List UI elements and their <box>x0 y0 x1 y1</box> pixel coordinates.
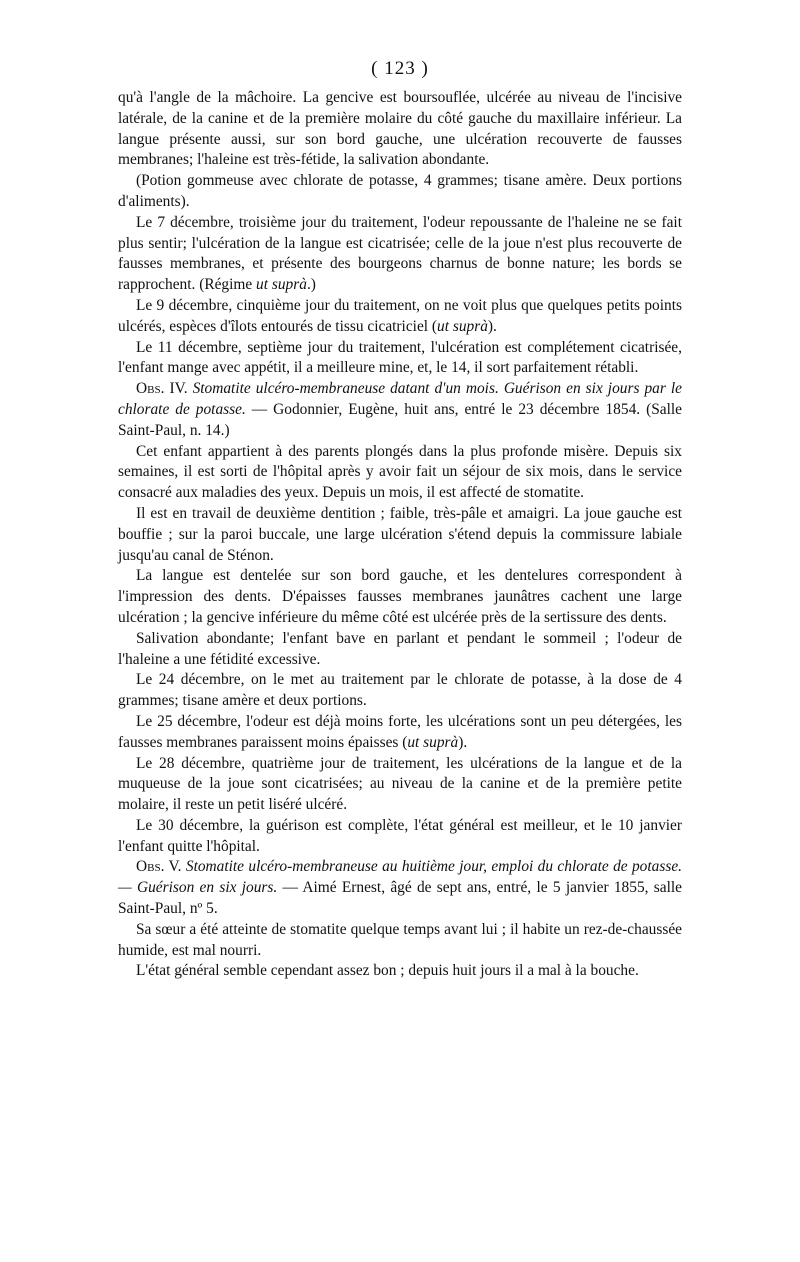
paragraph-dec-25: Le 25 décembre, l'odeur est déjà moins forte, les ulcérations sont un peu détergées, les fausses membranes paraissent moins épaisses (ut suprà). <box>118 712 682 751</box>
paragraph-dec-9: Le 9 décembre, cinquième jour du traitement, on ne voit plus que quelques petits points ulcérés, espèces d'îlots entourés de tissu cicatriciel (ut suprà). <box>118 296 682 335</box>
observation-5-heading: Obs. V. Stomatite ulcéro-membraneuse au huitième jour, emploi du chlorate de potasse.— Guérison en six jours. — Aimé Ernest, âgé de sept ans, entré, le 5 janvier 1855, salle Saint-Paul, nº 5. <box>118 858 682 918</box>
paragraph-dec-11: Le 11 décembre, septième jour du traitement, l'ulcération est complétement cicatrisée, l'enfant mange avec appétit, il a meilleure mine, et, le 14, il sort parfaitement rétabli. <box>118 338 682 377</box>
paragraph-family-history: Cet enfant appartient à des parents plongés dans la plus profonde misère. Depuis six semaines, il est sorti de l'hôpital après y avoir fait un séjour de six mois, dans le service consacré aux maladies des yeux. Depuis un mois, il est affecté de stomatite. <box>118 442 682 502</box>
paragraph-jaw-ulceration: qu'à l'angle de la mâchoire. La gencive est boursouflée, ulcérée au niveau de l'incisive latérale, de la canine et de la première molaire du côté gauche du maxillaire inférieur. La langue présente aussi, sur son bord gauche, une ulcération recouverte de fausses membranes; l'haleine est très-fétide, la salivation abondante. <box>118 89 682 169</box>
paragraph-salivation: Salivation abondante; l'enfant bave en parlant et pendant le sommeil ; l'odeur de l'haleine a une fétidité excessive. <box>118 629 682 668</box>
paragraph-dec-24: Le 24 décembre, on le met au traitement par le chlorate de potasse, à la dose de 4 grammes; tisane amère et deux portions. <box>118 671 682 710</box>
paragraph-dentition: Il est en travail de deuxième dentition ; faible, très-pâle et amaigri. La joue gauche est bouffie ; sur la paroi buccale, une large ulcération s'étend depuis la commissure labiale jusqu'au canal de Sténon. <box>118 504 682 564</box>
paragraph-dec-28: Le 28 décembre, quatrième jour de traitement, les ulcérations de la langue et de la muqueuse de la joue sont cicatrisées; au niveau de la canine et de la première petite molaire, il reste un petit liséré ulcéré. <box>118 754 682 814</box>
paragraph-sister: Sa sœur a été atteinte de stomatite quelque temps avant lui ; il habite un rez-de-chaussée humide, est mal nourri. <box>118 920 682 959</box>
paragraph-general-state: L'état général semble cependant assez bon ; depuis huit jours il a mal à la bouche. <box>136 962 639 980</box>
page-number: ( 123 ) <box>371 58 429 79</box>
paragraph-dec-7: Le 7 décembre, troisième jour du traitement, l'odeur repoussante de l'haleine ne se fait plus sentir; l'ulcération de la langue est cicatrisée; celle de la joue n'est plus recouverte de fausses membranes, et présente des bourgeons charnus de bonne nature; les bords se rapprochent. (Régime ut suprà.) <box>118 213 682 294</box>
paragraph-tongue: La langue est dentelée sur son bord gauche, et les dentelures correspondent à l'impression des dents. D'épaisses fausses membranes jaunâtres cachent une large ulcération ; la gencive inférieure du même côté est ulcérée près de la sertissure des dents. <box>118 567 682 626</box>
body-text <box>118 88 682 982</box>
paragraph-dec-30: Le 30 décembre, la guérison est complète, l'état général est meilleur, et le 10 janvier l'enfant quitte l'hôpital. <box>118 816 682 855</box>
paragraph-treatment-potion: (Potion gommeuse avec chlorate de potasse, 4 grammes; tisane amère. Deux portions d'aliments). <box>118 172 682 210</box>
observation-4-heading: Obs. IV. Stomatite ulcéro-membraneuse datant d'un mois. Guérison en six jours par le chlorate de potasse. — Godonnier, Eugène, huit ans, entré le 23 décembre 1854. (Salle Saint-Paul, n. 14.) <box>118 380 683 439</box>
